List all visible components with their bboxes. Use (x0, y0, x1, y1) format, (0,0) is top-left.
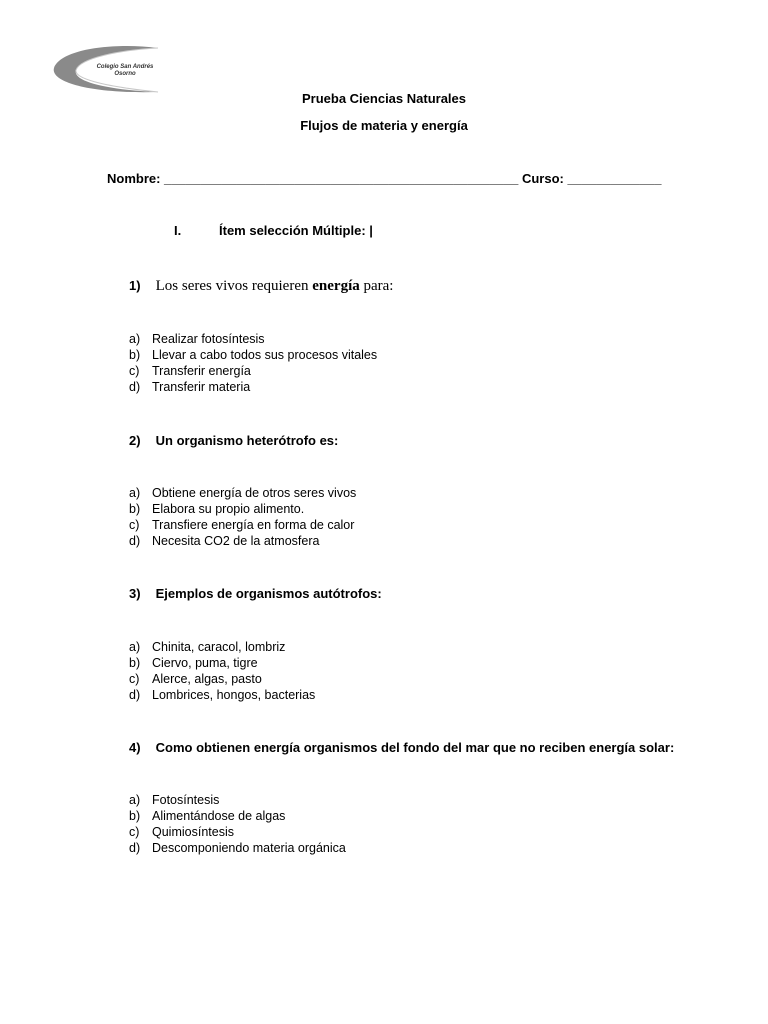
option-b[interactable]: b) Elabora su propio alimento. (129, 502, 305, 517)
logo-text (90, 64, 160, 78)
option-a[interactable]: a) Fotosíntesis (129, 793, 220, 807)
section-title: Ítem selección Múltiple: | (219, 223, 373, 238)
question-2-options (129, 485, 356, 549)
question-text: Un organismo heterótrofo es: (155, 433, 339, 448)
section-number: I. (174, 223, 182, 238)
question-number: 4) (129, 740, 141, 755)
option-b[interactable]: b) Alimentándose de algas (129, 809, 286, 824)
question-text: Los seres vivos requieren energía para: (155, 278, 394, 294)
school-logo (50, 44, 162, 96)
option-a[interactable]: a) Realizar fotosíntesis (129, 332, 265, 346)
question-number: 1) (129, 278, 141, 293)
question-text: Ejemplos de organismos autótrofos: (155, 586, 382, 601)
option-c[interactable]: c) Transferir energía (129, 364, 251, 379)
question-number: 2) (129, 433, 141, 448)
question-1 (129, 278, 393, 295)
option-c[interactable]: c) Alerce, algas, pasto (129, 672, 262, 687)
name-field[interactable]: Nombre: _________________________________________________ (107, 171, 519, 186)
option-d[interactable]: d) Necesita CO2 de la atmosfera (129, 534, 320, 549)
question-text: Como obtienen energía organismos del fondo del mar que no reciben energía solar: (155, 740, 675, 755)
question-keyword: energía (312, 278, 360, 294)
option-d[interactable]: d) Lombrices, hongos, bacterias (129, 688, 316, 703)
test-subtitle: Flujos de materia y energía (300, 118, 468, 133)
logo-city: Osorno (114, 71, 136, 77)
option-d[interactable]: d) Descomponiendo materia orgánica (129, 841, 346, 856)
test-title: Prueba Ciencias Naturales (301, 91, 467, 106)
course-field[interactable]: Curso: _____________ (521, 171, 662, 186)
question-3 (129, 586, 382, 601)
question-4-options (129, 792, 346, 856)
option-c[interactable]: c) Transfiere energía en forma de calor (129, 518, 355, 533)
option-c[interactable]: c) Quimiosíntesis (129, 825, 234, 840)
question-4 (129, 740, 674, 755)
question-3-options (129, 639, 315, 703)
question-number: 3) (129, 586, 141, 601)
option-a[interactable]: a) Chinita, caracol, lombriz (129, 640, 286, 654)
option-b[interactable]: b) Llevar a cabo todos sus procesos vitales (129, 348, 378, 363)
student-fields (107, 171, 661, 186)
option-d[interactable]: d) Transferir materia (129, 380, 251, 395)
question-1-options (129, 331, 377, 395)
question-2 (129, 433, 338, 448)
option-b[interactable]: b) Ciervo, puma, tigre (129, 656, 258, 671)
logo-school-name: Colegio San Andrés (96, 64, 154, 70)
option-a[interactable]: a) Obtiene energía de otros seres vivos (129, 486, 357, 500)
